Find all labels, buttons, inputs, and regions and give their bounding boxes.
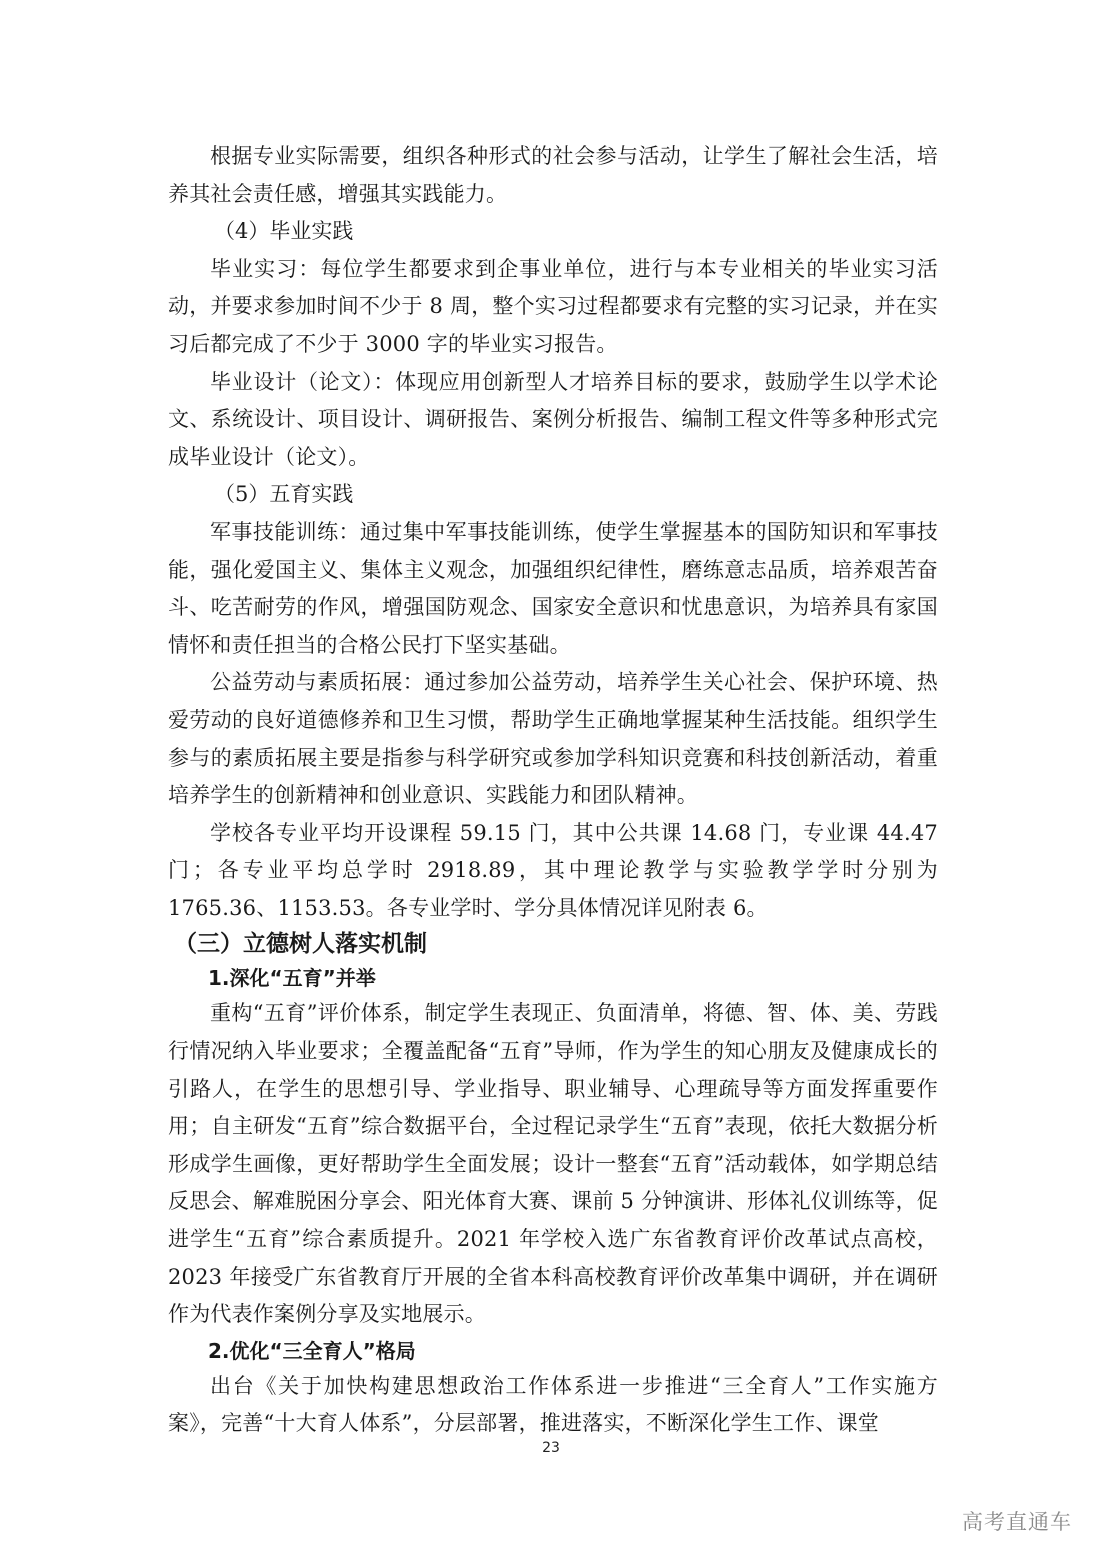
paragraph-three-full-education: 出台《关于加快构建思想政治工作体系进一步推进“三全育人”工作实施方案》，完善“十大育人体系”，分层部署，推进落实，不断深化学生工作、课堂 [168,1373,938,1436]
paragraph-internship: 毕业实习：每位学生都要求到企事业单位，进行与本专业相关的毕业实习活动，并要求参加时间不少于 8 周，整个实习过程都要求有完整的实习记录，并在实习后都完成了不少于 3000 字的毕业实习报告。 [168,256,938,356]
paragraph-military-training: 军事技能训练：通过集中军事技能训练，使学生掌握基本的国防知识和军事技能，强化爱国主义、集体主义观念，加强组织纪律性，磨练意志品质，培养艰苦奋斗、吃苦耐劳的作风，增强国防观念、国家安全意识和忧患意识，为培养具有家国情怀和责任担当的合格公民打下坚实基础。 [168,519,938,657]
page-number: 23 [542,1440,560,1456]
paragraph-social-practice: 根据专业实际需要，组织各种形式的社会参与活动，让学生了解社会生活，培养其社会责任感，增强其实践能力。 [168,144,938,206]
heading-five-education-practice: （5）五育实践 [214,482,354,507]
watermark-text: 高考直通车 [962,1510,1072,1534]
paragraph-five-education: 重构“五育”评价体系，制定学生表现正、负面清单，将德、智、体、美、劳践行情况纳入毕业要求；全覆盖配备“五育”导师，作为学生的知心朋友及健康成长的引路人，在学生的思想引导、学业指导、职业辅导、心理疏导等方面发挥重要作用；自主研发“五育”综合数据平台，全过程记录学生“五育”表现，依托大数据分析形成学生画像，更好帮助学生全面发展；设计一整套“五育”活动载体，如学期总结反思会、解难脱困分享会、阳光体育大赛、课前 5 分钟演讲、形体礼仪训练等，促进学生“五育”综合素质提升。2021 年学校入选广东省教育评价改革试点高校，2023 年接受广东省教育厅开展的全省本科高校教育评价改革集中调研，并在调研作为代表作案例分享及实地展示。 [168,1001,938,1327]
paragraph-thesis: 毕业设计（论文）：体现应用创新型人才培养目标的要求，鼓励学生以学术论文、系统设计、项目设计、调研报告、案例分析报告、编制工程文件等多种形式完成毕业设计（论文）。 [168,369,938,469]
page-content [168,138,938,1443]
paragraph-public-labor: 公益劳动与素质拓展：通过参加公益劳动，培养学生关心社会、保护环境、热爱劳动的良好道德修养和卫生习惯，帮助学生正确地掌握某种生活技能。组织学生参与的素质拓展主要是指参与科学研究或参加学科知识竞赛和科技创新活动，着重培养学生的创新精神和创业意识、实践能力和团队精神。 [168,670,938,808]
paragraph-course-statistics: 学校各专业平均开设课程 59.15 门，其中公共课 14.68 门，专业课 44.47 门；各专业平均总学时 2918.89，其中理论教学与实验教学学时分别为 1765.36、1153.53。各专业学时、学分具体情况详见附表 6。 [168,820,938,920]
section-title: （三）立德树人落实机制 [174,931,427,958]
subsection-title-three-full: 2.优化“三全育人”格局 [208,1338,416,1363]
heading-graduation-practice: （4）毕业实践 [214,219,354,244]
subsection-title-five-education: 1.深化“五育”并举 [208,966,376,991]
